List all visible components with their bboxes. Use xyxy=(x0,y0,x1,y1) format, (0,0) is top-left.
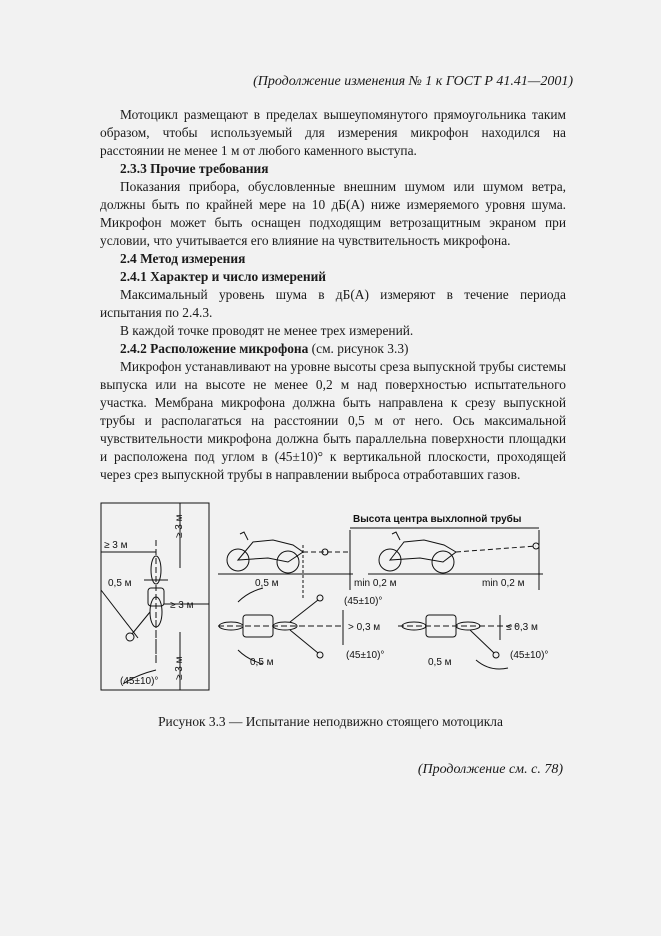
heading-2-3-3: 2.3.3 Прочие требования xyxy=(120,161,269,176)
plan2-rear-wheel xyxy=(456,622,480,630)
label-plan1-angle: (45±10)° xyxy=(346,650,385,661)
label-ge3m-top: ≥ 3 м xyxy=(174,514,185,538)
figure-diagram xyxy=(98,500,568,695)
label-plan2-0-5m: 0,5 м xyxy=(428,657,452,668)
label-min-0-2m-b: min 0,2 м xyxy=(482,578,525,589)
label-bike1-0-5m: 0,5 м xyxy=(255,578,279,589)
figure-3-3 xyxy=(98,500,568,695)
paragraph-max-level: Максимальный уровень шума в дБ(А) измеряют в течение периода испытания по 2.4.3. xyxy=(100,287,566,320)
left-microphone xyxy=(126,633,134,641)
paragraph-microphone: Микрофон устанавливают на уровне высоты среза выпускной трубы системы выпуска или на высоте не менее 0,2 м над поверхностью испытательного участка. Мембрана микрофона должна быть направлена к срезу выпускной трубы и располагаться на расстоянии 0,5 м от него. Ось максимальной чувствительности микрофона должна быть параллельна поверхности площадки и расположена под углом в (45±10)° к вертикальной плоскости, проходящей через срез выпускной трубы в направлении выброса отработавших газов. xyxy=(100,359,566,482)
figure-caption: Рисунок 3.3 — Испытание неподвижно стоящего мотоцикла xyxy=(158,714,503,729)
plan2-front-wheel xyxy=(402,622,426,630)
label-plan1-0-5m: 0,5 м xyxy=(250,657,274,668)
heading-2-4: 2.4 Метод измерения xyxy=(120,251,246,266)
label-le-0-3m: ≤ 0,3 м xyxy=(506,622,538,633)
bike1-body xyxy=(238,540,303,562)
label-plan2-angle: (45±10)° xyxy=(510,650,549,661)
heading-2-4-2-bold: 2.4.2 Расположение микрофона xyxy=(120,341,309,356)
label-gt-0-3m: > 0,3 м xyxy=(348,622,381,633)
paragraph-three-measurements: В каждой точке проводят не менее трех измерений. xyxy=(120,323,414,338)
label-top-angle: (45±10)° xyxy=(344,596,383,607)
label-left-angle: (45±10)° xyxy=(120,676,159,687)
label-ge3m-right: ≥ 3 м xyxy=(170,600,194,611)
running-header: (Продолжение изменения № 1 к ГОСТ Р 41.41—2001) xyxy=(253,74,573,89)
document-body xyxy=(100,106,566,484)
heading-2-4-1: 2.4.1 Характер и число измерений xyxy=(120,269,327,284)
label-left-0-5m: 0,5 м xyxy=(108,578,132,589)
paragraph-placement: Мотоцикл размещают в пределах вышеупомянутого прямоугольника таким образом, чтобы используемый для измерения микрофон находился на расстоянии не менее 1 м от любого каменного выступа. xyxy=(100,107,566,158)
continuation-note: (Продолжение см. с. 78) xyxy=(417,762,563,777)
figure-title: Высота центра выхлопной трубы xyxy=(353,514,522,525)
left-panel-frame xyxy=(101,503,209,690)
heading-2-4-2 xyxy=(100,340,566,358)
label-ge3m-left: ≥ 3 м xyxy=(104,540,128,551)
label-min-0-2m-a: min 0,2 м xyxy=(354,578,397,589)
label-ge3m-bottom: ≥ 3 м xyxy=(174,656,185,680)
heading-2-4-2-ref: (см. рисунок 3.3) xyxy=(308,341,409,356)
paragraph-noise: Показания прибора, обусловленные внешним шумом или шумом ветра, должны быть по крайней мере на 10 дБ(А) ниже измеряемого уровня шума. Микрофон может быть оснащен подходящим ветрозащитным экраном при условии, что учитывается его влияние на чувствительность микрофона. xyxy=(100,179,566,248)
